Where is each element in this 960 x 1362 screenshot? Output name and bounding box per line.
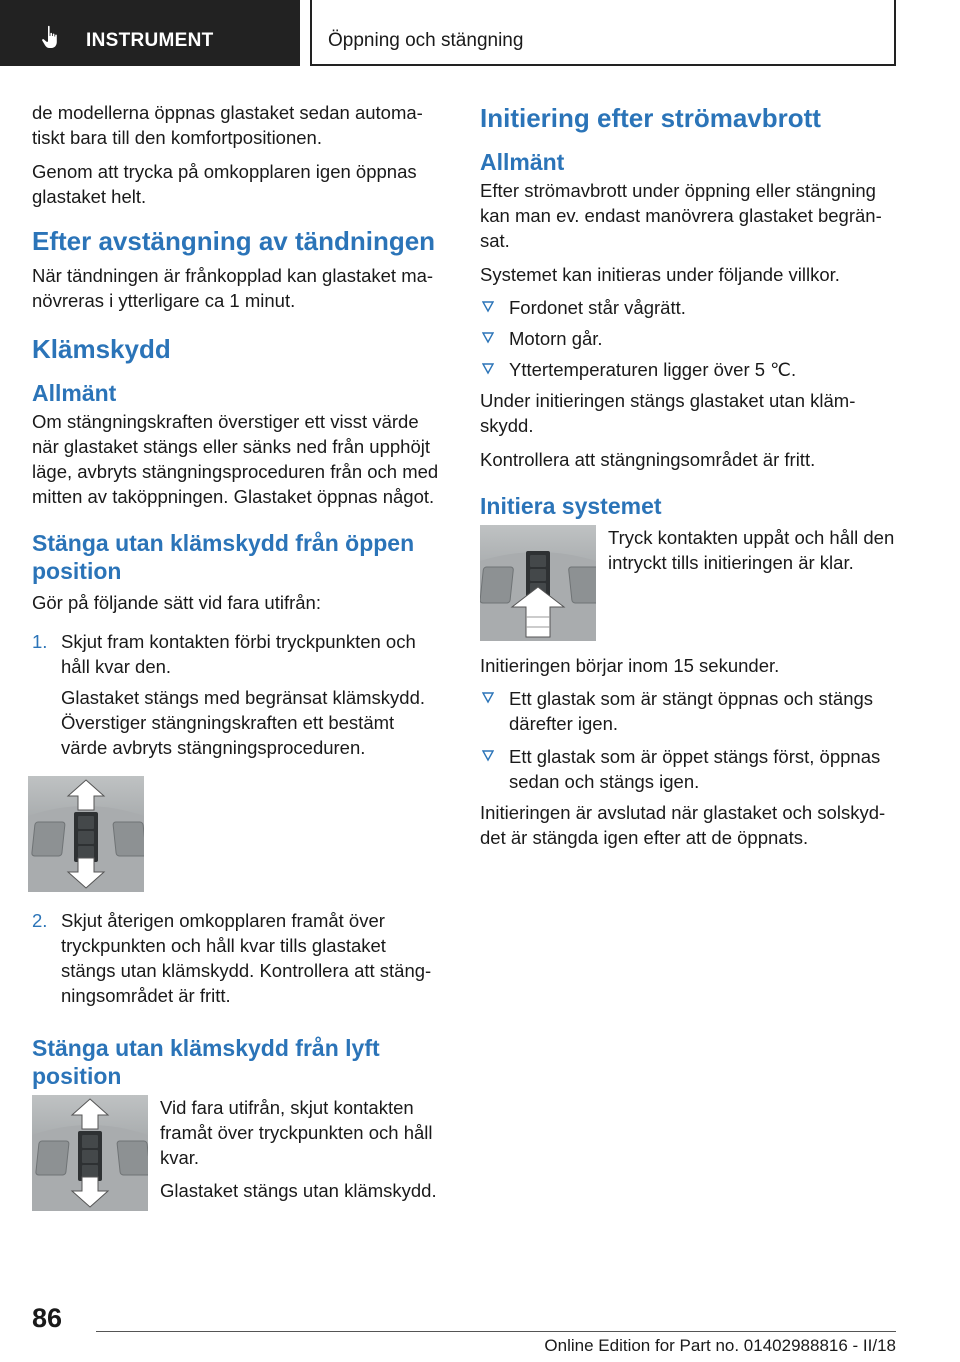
page-header [0,0,960,66]
chapter-title-box [310,0,896,66]
edition-note: Online Edition for Part no. 01402988816 - II/18 [544,1336,896,1355]
subheading-general: Allmänt [32,380,117,406]
step-text: Skjut fram kontakten förbi tryckpunkten och håll kvar den. [61,631,416,677]
paragraph: Gör på följande sätt vid fara utifrån: [32,592,321,613]
paragraph: Om stängningskraften överstiger ett visst värde när glastaket stängs eller sänks ned från upphöjt läge, avbryts stängningsproceduren från och med mitten av taköppningen. Glastaket öppnas något. [32,411,439,507]
heading-ignition: Efter avstängning av tändningen [32,226,436,256]
list-item: Ett glastak som är stängt öppnas och stängs därefter igen. [480,686,898,736]
paragraph: de modellerna öppnas glastaket sedan automatiskt bara till den komfortpositionen. [32,102,423,148]
step-text: Skjut återigen omkopplaren framåt över tryckpunkten och håll kvar tills glastaket stängs utan klämskydd. Kontrollera att stängningsområdet är fritt. [61,910,432,1006]
subheading-close-from-lift: Stänga utan klämskydd från lyft position [32,1035,380,1089]
step-number: 2. [32,910,48,931]
triangle-bullet-icon [482,301,494,313]
section-tab-label: INSTRUMENT [86,30,214,51]
triangle-bullet-icon [482,332,494,344]
heading-pinch-protection: Klämskydd [32,334,171,364]
step-item [32,629,444,760]
paragraph: Efter strömavbrott under öppning eller stängning kan man ev. endast manövrera glastaket begränsat. [480,180,882,251]
chapter-title: Öppning och stängning [328,30,524,51]
triangle-bullet-icon [482,363,494,375]
list-item: Ett glastak som är öppet stängs först, öppnas sedan och stängs igen. [480,744,898,794]
paragraph: Vid fara utifrån, skjut kontakten framåt över tryckpunkten och håll kvar. [160,1097,433,1168]
paragraph: Kontrollera att stängningsområdet är fritt. [480,449,816,470]
paragraph: Initieringen är avslutad när glastaket och solskyddet är stängda igen efter att de öppnats. [480,802,886,848]
step-number: 1. [32,631,48,652]
footer-divider [96,1331,896,1332]
subheading-general: Allmänt [480,149,565,175]
list-item: Motorn går. [480,326,898,351]
outcome-list [480,686,898,794]
condition-list [480,295,898,382]
page-number: 86 [32,1303,63,1333]
paragraph: När tändningen är frånkopplad kan glastaket manövreras i ytterligare ca 1 minut. [32,265,434,311]
list-item: Fordonet står vågrätt. [480,295,898,320]
step-item [32,908,444,1008]
subheading-init-system: Initiera systemet [480,493,662,519]
subheading-close-from-open: Stänga utan klämskydd från öppen position [32,530,415,584]
paragraph: Under initieringen stängs glastaket utan klämskydd. [480,390,856,436]
init-figure-row [480,525,898,641]
section-tab[interactable] [0,0,300,66]
switch-forward-back-illustration [28,776,144,892]
paragraph: Glastaket stängs utan klämskydd. [160,1180,437,1201]
triangle-bullet-icon [482,692,494,704]
paragraph: Tryck kontakten uppåt och håll den intryckt tills initieringen är klar. [608,527,895,573]
right-column [480,100,898,859]
paragraph: Systemet kan initieras under följande villkor. [480,264,840,285]
paragraph: Genom att trycka på omkopplaren igen öppnas glastaket helt. [32,161,417,207]
switch-push-up-illustration [480,525,596,641]
lift-figure-row [32,1095,444,1211]
paragraph: Initieringen börjar inom 15 sekunder. [480,655,780,676]
list-item: Yttertemperaturen ligger över 5 ℃. [480,357,898,382]
switch-forward-back-illustration [32,1095,148,1211]
heading-init-after-power-loss: Initiering efter strömavbrott [480,103,821,133]
step-subtext: Glastaket stängs med begränsat klämskydd. Överstiger stängningskraften ett bestämt värde avbryts stängningsproceduren. [61,687,426,758]
left-column [32,100,444,1221]
triangle-bullet-icon [482,750,494,762]
hand-pointer-icon [40,25,62,49]
